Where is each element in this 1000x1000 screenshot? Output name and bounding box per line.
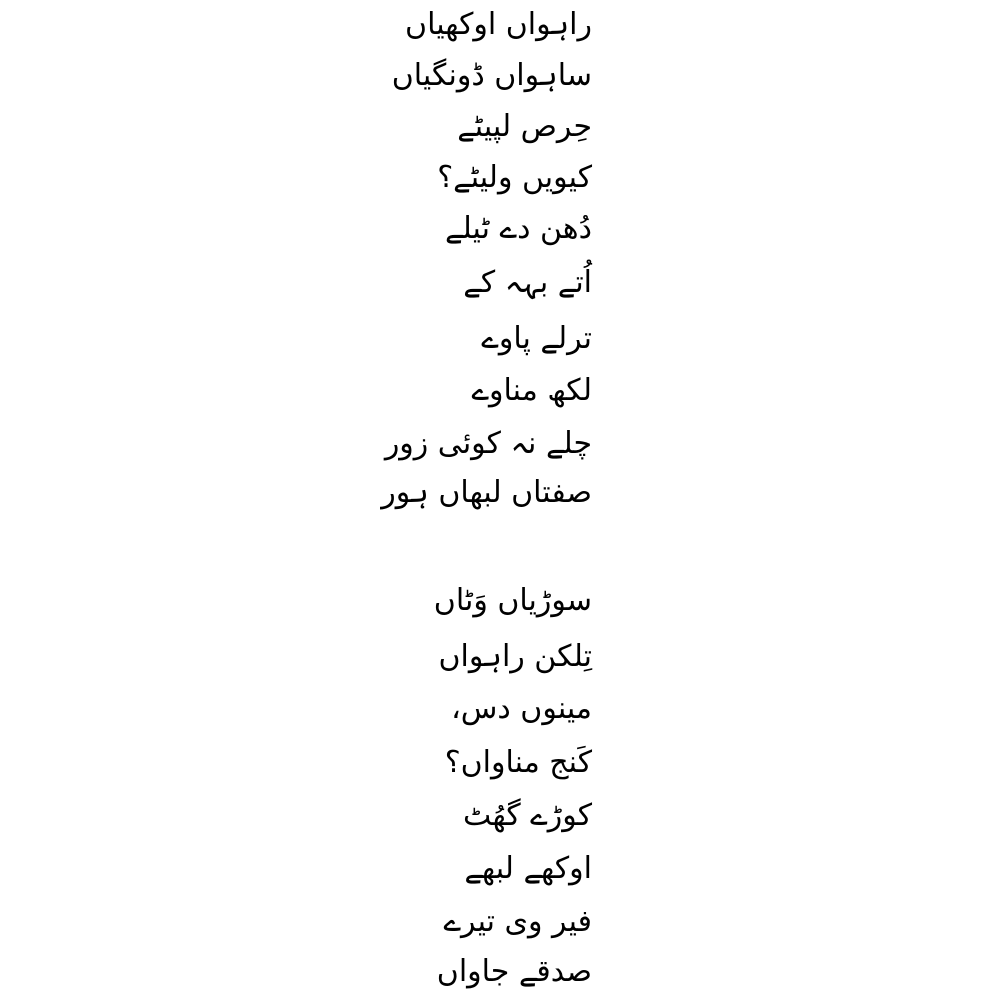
poem-line: سوڑیاں وَٹاں (433, 583, 592, 618)
poem-line: دُھن دے ٹیلے (445, 211, 592, 246)
poem-line: مینوں دس، (451, 691, 592, 726)
poem-line: صفتاں لبھاں ہور (381, 475, 592, 510)
poem-line: اُتے بہہ کے (463, 265, 592, 300)
poem-line: کوڑے گھُٹ (463, 798, 592, 833)
poem-line: راہواں اوکھیاں (405, 7, 592, 42)
poem-line: فیر وی تیرے (443, 904, 592, 939)
poem-line: چلے نہ کوئی زور (384, 426, 592, 461)
poem-line: ساہواں ڈونگیاں (391, 58, 592, 93)
poem-line: صدقے جاواں (436, 954, 592, 989)
poem-line: لکھ مناوے (471, 373, 592, 408)
poem-line: تِلکن راہواں (438, 639, 592, 674)
poem-line: ترلے پاوے (481, 321, 592, 356)
poem-line: اوکھے لبھے (464, 851, 592, 886)
poem-line: کَنج مناواں؟ (444, 745, 592, 780)
poem-line: حِرص لپیٹے (457, 109, 592, 144)
poem-line: کیویں ولیٹے؟ (437, 160, 592, 195)
